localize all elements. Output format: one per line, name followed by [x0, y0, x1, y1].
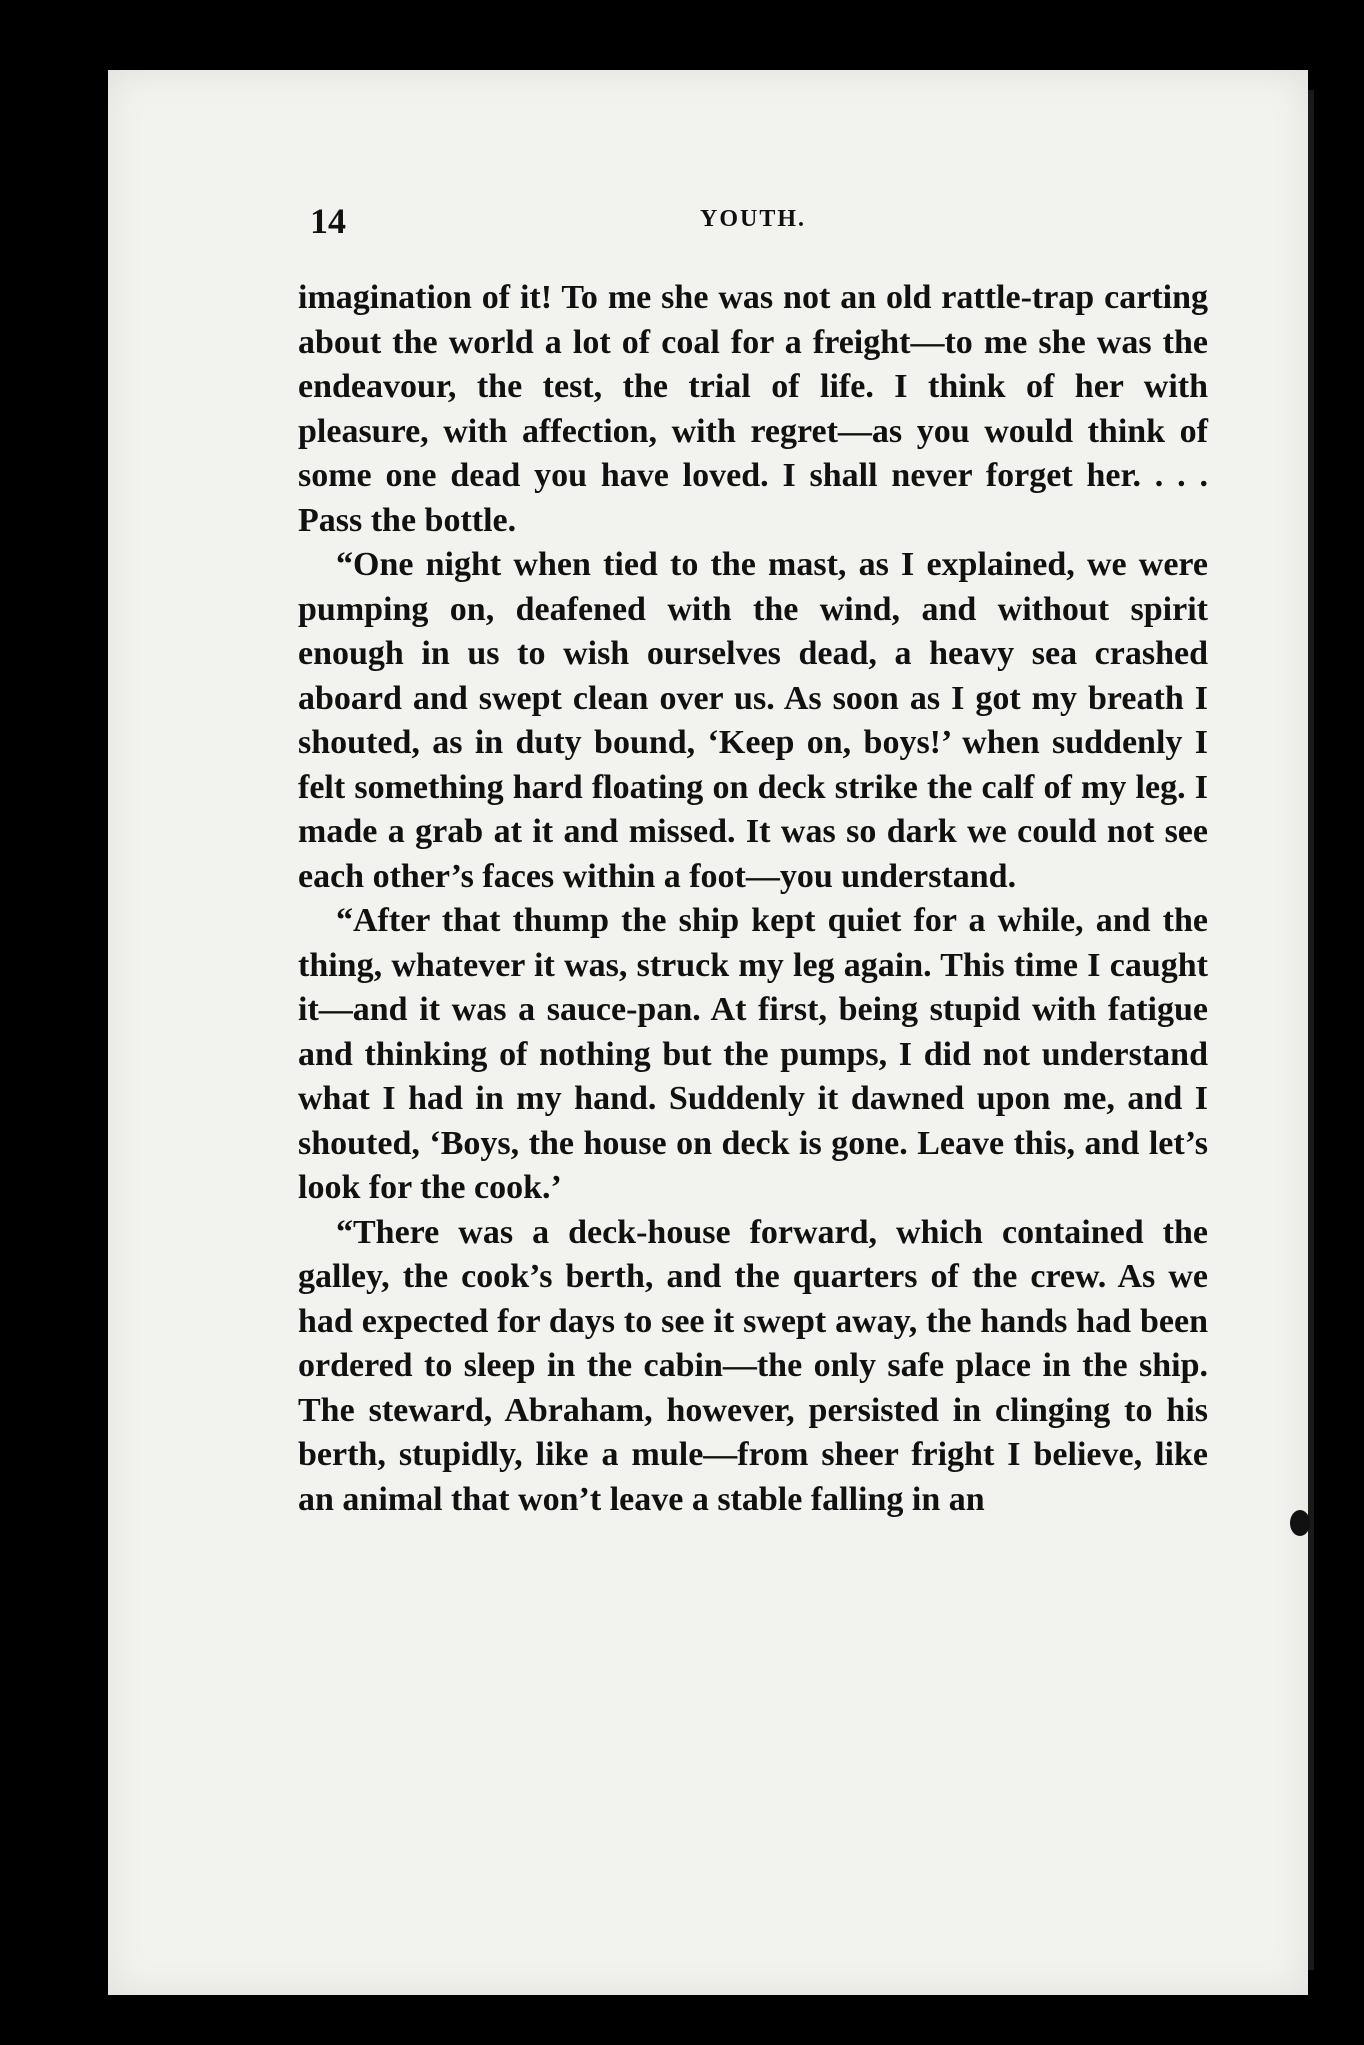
paragraph: imagination of it! To me she was not an old rattle-trap carting about the world a lot of coal for a freight—to me she was the endeavour, the test, the trial of life. I think of her with pleasure, with affection, with regret—as you would think of some one dead you have loved. I shall never forget her. . . . Pass the bottle. [298, 279, 1208, 539]
running-title: YOUTH. [700, 206, 807, 232]
page-edge [1308, 90, 1314, 1970]
paragraph: “There was a deck-house forward, which contained the galley, the cook’s berth, and the quarters of the crew. As we had expected for days to see it swept away, the hands had been ordered to sleep in the cabin—the only safe place in the ship. The steward, Abraham, however, persisted in clinging to his berth, stupidly, like a mule—from sheer fright I believe, like an animal that won’t leave a stable falling in an [298, 1213, 1208, 1518]
scan-artifact-dot [1290, 1510, 1310, 1536]
body-text [298, 276, 1208, 1522]
running-head [310, 200, 1210, 244]
paragraph: “One night when tied to the mast, as I explained, we were pumping on, deafened with the wind, and without spirit enough in us to wish ourselves dead, a heavy sea crashed aboard and swept clean over us. As soon as I got my breath I shouted, as in duty bound, ‘Keep on, boys!’ when suddenly I felt something hard floating on deck strike the calf of my leg. I made a grab at it and missed. It was so dark we could not see each other’s faces within a foot—you understand. [298, 546, 1208, 895]
paragraph: “After that thump the ship kept quiet for a while, and the thing, whatever it was, struck my leg again. This time I caught it—and it was a sauce-pan. At first, being stupid with fatigue and thinking of nothing but the pumps, I did not understand what I had in my hand. Suddenly it dawned upon me, and I shouted, ‘Boys, the house on deck is gone. Leave this, and let’s look for the cook.’ [298, 902, 1208, 1206]
page-number: 14 [310, 201, 346, 241]
